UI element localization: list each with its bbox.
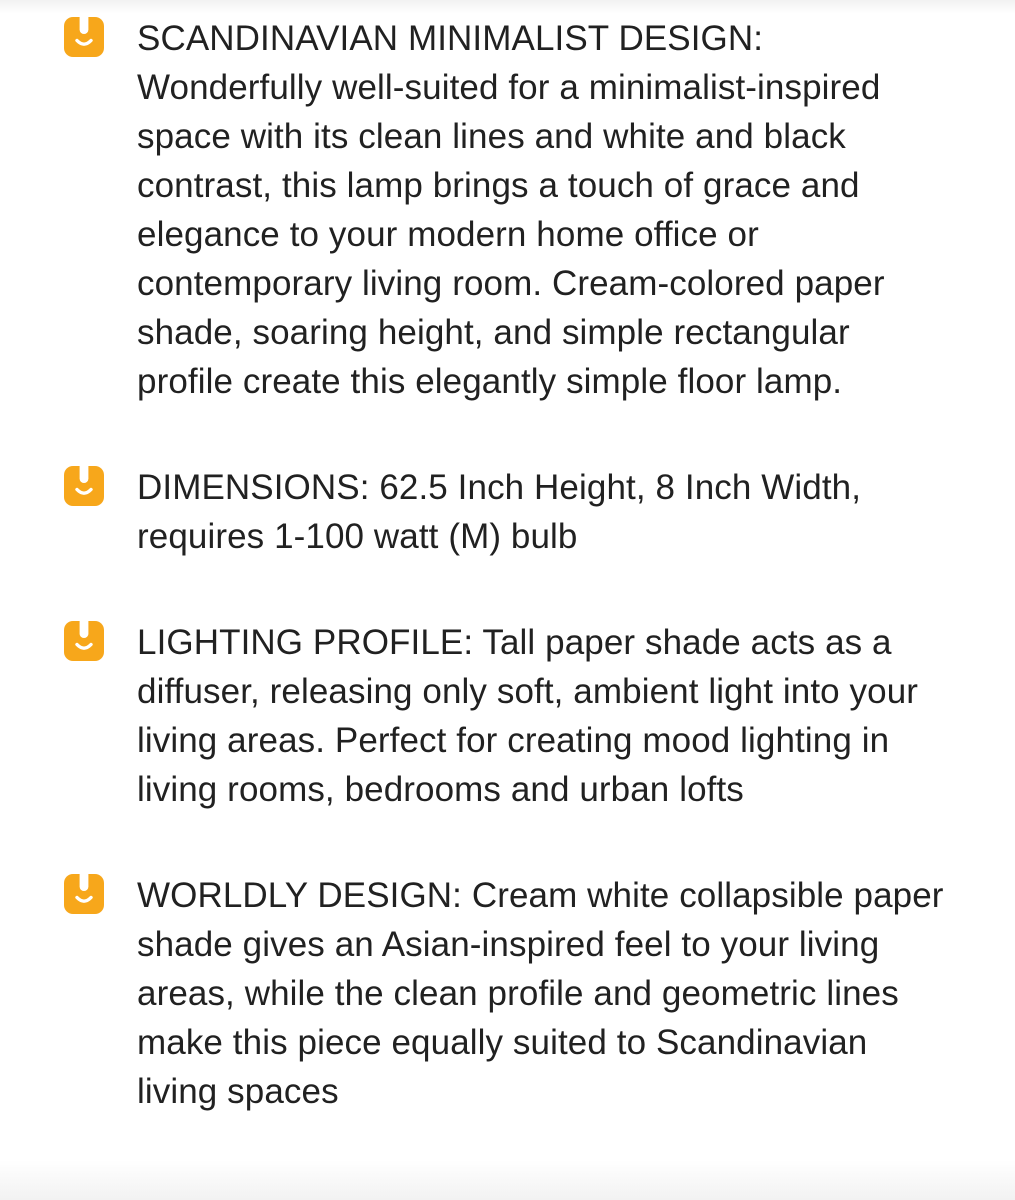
bullet-item: [64, 871, 967, 1116]
bullet-text: LIGHTING PROFILE: Tall paper shade acts as a diffuser, releasing only soft, ambient light into your living areas. Perfect for creating mood lighting in living rooms, bedrooms and urban lofts: [137, 623, 919, 809]
smiling-box-icon: [64, 874, 104, 914]
bottom-edge-shadow: [0, 1160, 1015, 1200]
bullet-text: DIMENSIONS: 62.5 Inch Height, 8 Inch Width, requires 1-100 watt (M) bulb: [137, 468, 862, 556]
smiling-box-icon: [64, 621, 104, 661]
smiling-box-icon: [64, 17, 104, 57]
smiling-box-icon: [64, 466, 104, 506]
bullet-item: [64, 14, 967, 406]
bullet-item: [64, 618, 967, 814]
bullet-text: WORLDLY DESIGN: Cream white collapsible paper shade gives an Asian-inspired feel to your living areas, while the clean profile and geometric lines make this piece equally suited to Scandinavian living spaces: [137, 876, 944, 1111]
bullet-text: SCANDINAVIAN MINIMALIST DESIGN: Wonderfully well-suited for a minimalist-inspired space with its clean lines and white and black contrast, this lamp brings a touch of grace and elegance to your modern home office or contemporary living room. Cream-colored paper shade, soaring height, and simple rectangular profile create this elegantly simple floor lamp.: [137, 19, 885, 401]
bullet-item: [64, 463, 967, 561]
